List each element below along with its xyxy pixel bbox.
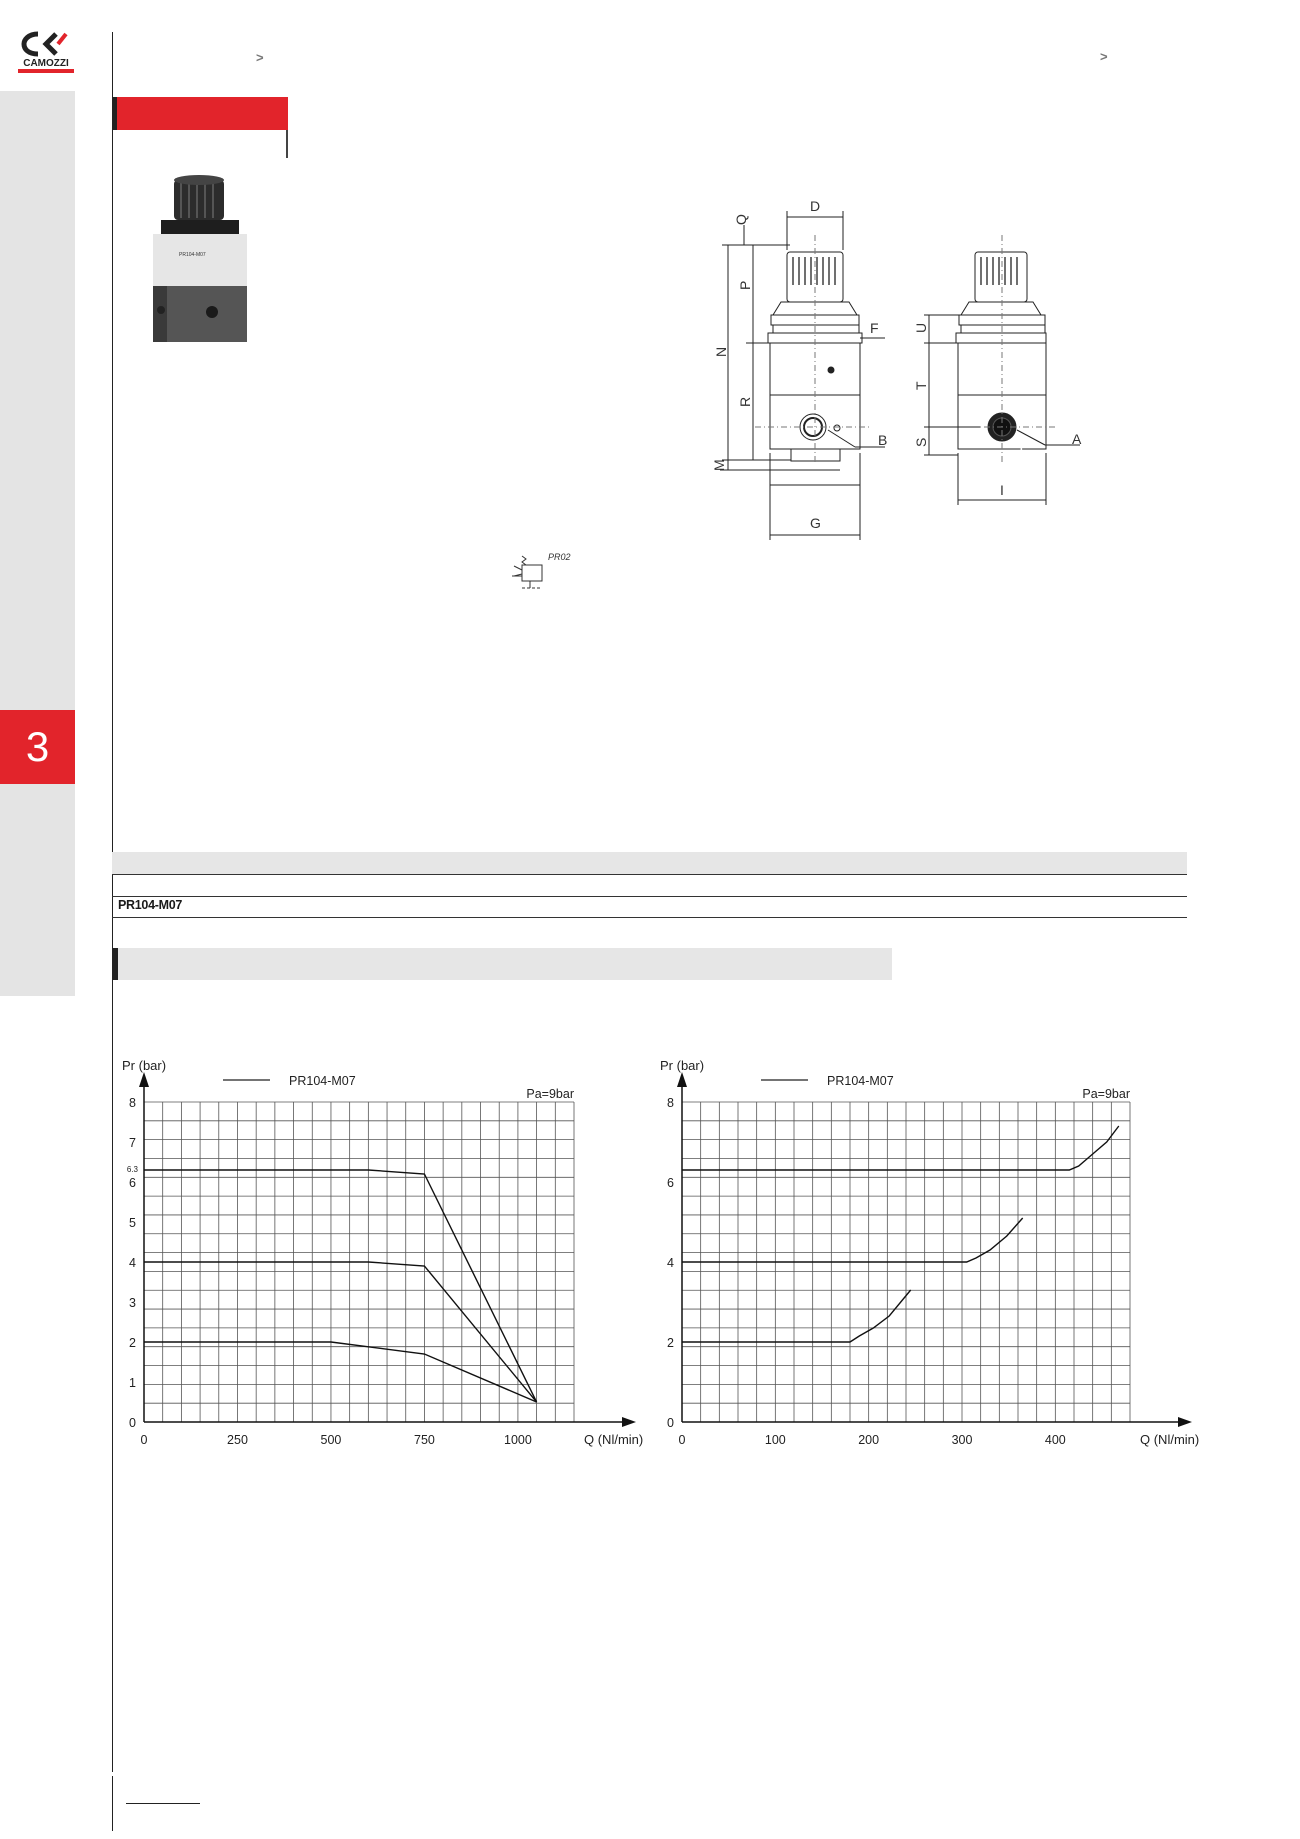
chapter-tab[interactable]: 3 [0, 710, 75, 784]
section-header-bar [112, 97, 288, 130]
logo-mark-icon [16, 28, 76, 74]
chart-annotation: Pa=9bar [526, 1087, 574, 1101]
y-tick-label-extra: 6.3 [126, 1165, 138, 1174]
y-axis-arrow [677, 1072, 687, 1087]
svg-text:PR104-M07: PR104-M07 [179, 252, 206, 258]
y-tick-label: 6 [129, 1176, 136, 1190]
section-header-bar-charts [112, 948, 892, 980]
series-line [144, 1170, 537, 1402]
x-axis-arrow [1178, 1417, 1192, 1427]
y-tick-label: 0 [129, 1416, 136, 1430]
chart-annotation: Pa=9bar [1082, 1087, 1130, 1101]
dim-N: N [713, 346, 729, 357]
x-axis-label: Q (Nl/min) [584, 1432, 644, 1447]
x-tick-label: 750 [414, 1433, 435, 1447]
y-tick-label: 1 [129, 1376, 136, 1390]
dim-M: M [711, 459, 727, 471]
page-divider [112, 32, 113, 1772]
y-tick-label: 8 [129, 1096, 136, 1110]
dim-F: F [870, 320, 879, 336]
page-divider-footer [112, 1776, 113, 1831]
x-tick-label: 250 [227, 1433, 248, 1447]
series-line [682, 1218, 1023, 1262]
y-axis-label: Pr (bar) [660, 1058, 705, 1073]
dim-R: R [737, 396, 753, 407]
dimension-drawing [680, 195, 1110, 550]
y-axis-arrow [139, 1072, 149, 1087]
table-rule [112, 874, 1187, 875]
dim-B: B [878, 432, 888, 448]
y-tick-label: 3 [129, 1296, 136, 1310]
series-line [682, 1126, 1119, 1170]
y-tick-label: 4 [667, 1256, 674, 1270]
y-tick-label: 0 [667, 1416, 674, 1430]
dim-U: U [913, 322, 929, 333]
breadcrumb-separator-left: > [256, 50, 264, 65]
legend-label: PR104-M07 [289, 1074, 356, 1088]
section-header-accent [286, 130, 288, 158]
x-axis-arrow [622, 1417, 636, 1427]
table-header [112, 852, 1187, 874]
x-tick-label: 400 [1044, 1433, 1066, 1447]
dim-P: P [737, 280, 753, 290]
y-tick-label: 8 [667, 1096, 674, 1110]
symbol-code: PR02 [548, 552, 571, 562]
brand-name: CAMOZZI [23, 58, 69, 69]
x-tick-label: 0 [678, 1433, 686, 1447]
breadcrumb-separator-right: > [1100, 49, 1108, 64]
chart-relief [650, 1040, 1200, 1447]
product-photo [145, 170, 255, 350]
footer-rule [126, 1803, 200, 1804]
chapter-sidebar [0, 91, 75, 996]
x-tick-label: 0 [140, 1433, 148, 1447]
series-line [682, 1290, 911, 1342]
chart-flow [112, 1040, 644, 1447]
y-tick-label: 5 [129, 1216, 136, 1230]
y-tick-label: 7 [129, 1136, 136, 1150]
dim-T: T [913, 381, 929, 390]
x-tick-label: 300 [951, 1433, 973, 1447]
dim-D: D [810, 198, 821, 214]
y-tick-label: 2 [667, 1336, 674, 1350]
camozzi-logo [16, 28, 76, 74]
table-rule [112, 917, 1187, 918]
table-rule [112, 896, 1187, 897]
y-tick-label: 4 [129, 1256, 136, 1270]
x-tick-label: 500 [320, 1433, 342, 1447]
legend-label: PR104-M07 [827, 1074, 894, 1088]
dim-Q: Q [733, 214, 749, 225]
dim-G: G [810, 515, 821, 531]
dim-A: A [1072, 431, 1082, 447]
x-tick-label: 1000 [504, 1433, 532, 1447]
y-tick-label: 6 [667, 1176, 674, 1190]
pneumatic-symbol [508, 548, 578, 598]
port-number: 1 [1018, 443, 1025, 455]
y-axis-label: Pr (bar) [122, 1058, 167, 1073]
dim-I: I [1000, 482, 1004, 498]
dim-S: S [913, 437, 929, 447]
table-row-code: PR104-M07 [118, 898, 182, 912]
x-axis-label: Q (Nl/min) [1140, 1432, 1200, 1447]
y-tick-label: 2 [129, 1336, 136, 1350]
x-tick-label: 200 [858, 1433, 880, 1447]
series-line [144, 1342, 537, 1402]
x-tick-label: 100 [764, 1433, 786, 1447]
